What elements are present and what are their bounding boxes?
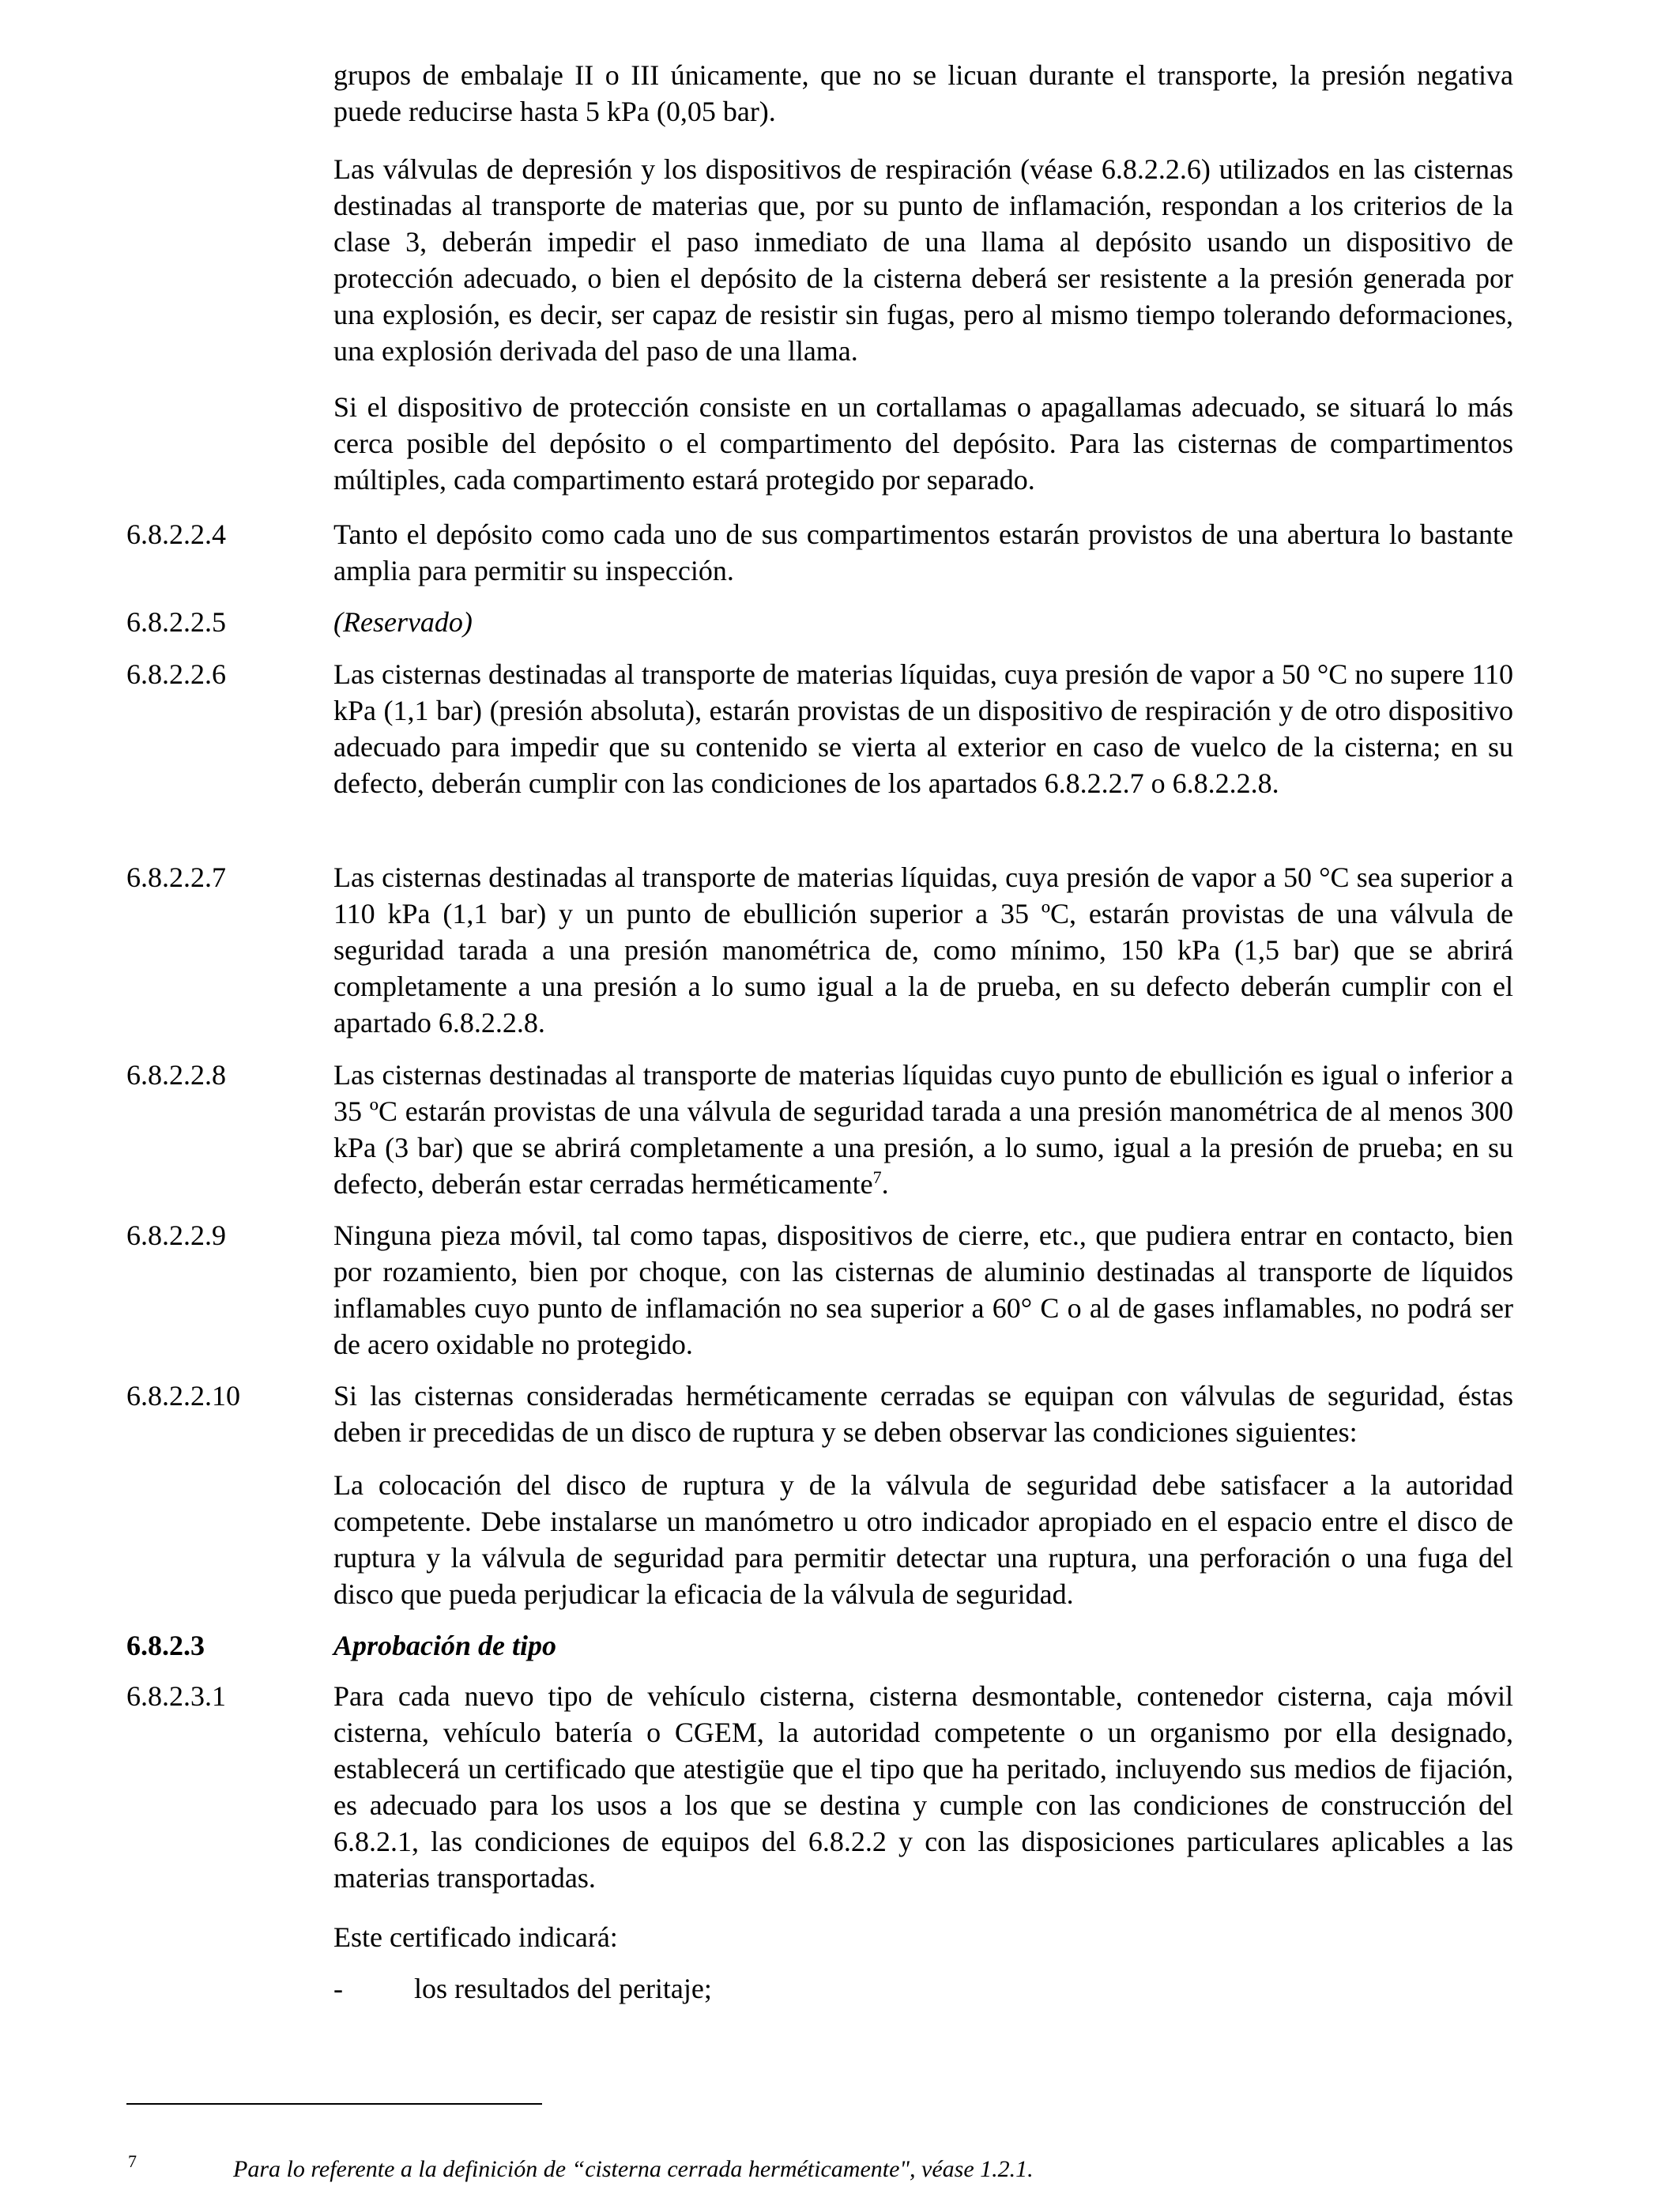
paragraph-flame-arrester: Si el dispositivo de protección consiste en un cortallamas o apagallamas adecuado, se situará lo más cerca posible del depósito o el compartimento del depósito. Para las cisternas de compartimentos múltiples, cada compartimento estará protegido por separado. bbox=[333, 391, 1513, 496]
footnote-number: 7 bbox=[128, 2151, 137, 2171]
section-number-6-8-2-2-10: 6.8.2.2.10 bbox=[126, 1380, 240, 1412]
section-text-6-8-2-3-1: Para cada nuevo tipo de vehículo cisterna, cisterna desmontable, contenedor cisterna, caja móvil cisterna, vehículo batería o CGEM, la autoridad competente o un organismo por ella designado, establecerá un certificado que atestigüe que el tipo que ha peritado, incluyendo sus medios de fijación, es adecuado para los usos a los que se destina y cumple con las condiciones de construcción del 6.8.2.1, las condiciones de equipos del 6.8.2.2 y con las disposiciones particulares aplicables a las materias transportadas. bbox=[333, 1680, 1513, 1894]
section-number-6-8-2-2-9: 6.8.2.2.9 bbox=[126, 1220, 226, 1251]
list-bullet-dash: - bbox=[333, 1973, 343, 2004]
section-text-6-8-2-2-5: (Reservado) bbox=[333, 606, 473, 638]
section-number-6-8-2-2-4: 6.8.2.2.4 bbox=[126, 518, 226, 550]
footnote-reference[interactable]: 7 bbox=[872, 1167, 882, 1187]
section-text-6-8-2-2-7: Las cisternas destinadas al transporte de materias líquidas, cuya presión de vapor a 50 °C sea superior a 110 kPa (1,1 bar) y un punto de ebullición superior a 35 ºC, estarán provistas de una válvula de seguridad tarada a una presión manométrica de, como mínimo, 150 kPa (1,5 bar) que se abrirá completamente a una presión a lo sumo igual a la de prueba, en su defecto deberán cumplir con el apartado 6.8.2.2.8. bbox=[333, 861, 1513, 1039]
section-text-6-8-2-2-4: Tanto el depósito como cada uno de sus compartimentos estarán provistos de una abertura lo bastante amplia para permitir su inspección. bbox=[333, 518, 1513, 586]
section-number-6-8-2-2-7: 6.8.2.2.7 bbox=[126, 861, 226, 893]
section-text-6-8-2-2-8 bbox=[333, 1057, 1513, 1202]
section-heading-type-approval: Aprobación de tipo bbox=[333, 1630, 557, 1661]
section-text-6-8-2-2-6: Las cisternas destinadas al transporte de materias líquidas, cuya presión de vapor a 50 °C no supere 110 kPa (1,1 bar) (presión absoluta), estarán provistas de un dispositivo de respiración y de otro dispositivo adecuado para impedir que su contenido se vierta al exterior en caso de vuelco de la cisterna; en su defecto, deberán cumplir con las condiciones de los apartados 6.8.2.2.7 o 6.8.2.2.8. bbox=[333, 658, 1513, 799]
footnote-separator bbox=[126, 2103, 542, 2105]
paragraph-certificate-intro: Este certificado indicará: bbox=[333, 1921, 618, 1953]
footnote-text: Para lo referente a la definición de “cisterna cerrada herméticamente", véase 1.2.1. bbox=[233, 2156, 1034, 2182]
section-text-6-8-2-2-9: Ninguna pieza móvil, tal como tapas, dispositivos de cierre, etc., que pudiera entrar en contacto, bien por rozamiento, bien por choque, con las cisternas de aluminio destinadas al transporte de líquidos inflamables cuyo punto de inflamación no sea superior a 60° C o al de gases inflamables, no podrá ser de acero oxidable no protegido. bbox=[333, 1220, 1513, 1360]
paragraph-negative-pressure: grupos de embalaje II o III únicamente, que no se licuan durante el transporte, la presión negativa puede reducirse hasta 5 kPa (0,05 bar). bbox=[333, 59, 1513, 127]
section-number-6-8-2-3-1: 6.8.2.3.1 bbox=[126, 1680, 226, 1712]
section-text-6-8-2-2-10: Si las cisternas consideradas herméticamente cerradas se equipan con válvulas de seguridad, éstas deben ir precedidas de un disco de ruptura y se deben observar las condiciones siguientes: bbox=[333, 1380, 1513, 1448]
section-number-6-8-2-3: 6.8.2.3 bbox=[126, 1630, 205, 1661]
paragraph-depression-valves: Las válvulas de depresión y los dispositivos de respiración (véase 6.8.2.2.6) utilizados en las cisternas destinadas al transporte de materias que, por su punto de inflamación, respondan a los criterios de la clase 3, deberán impedir el paso inmediato de una llama al depósito usando un dispositivo de protección adecuado, o bien el depósito de la cisterna deberá ser resistente a la presión generada por una explosión, es decir, ser capaz de resistir sin fugas, pero al mismo tiempo tolerando deformaciones, una explosión derivada del paso de una llama. bbox=[333, 153, 1513, 367]
section-number-6-8-2-2-6: 6.8.2.2.6 bbox=[126, 658, 226, 690]
paragraph-rupture-disc: La colocación del disco de ruptura y de la válvula de seguridad debe satisfacer a la autoridad competente. Debe instalarse un manómetro u otro indicador apropiado en el espacio entre el disco de ruptura y la válvula de seguridad para permitir detectar una ruptura, una perforación o una fuga del disco que pueda perjudicar la eficacia de la válvula de seguridad. bbox=[333, 1469, 1513, 1610]
section-text-6-8-2-2-8-tail: . bbox=[881, 1168, 889, 1200]
section-number-6-8-2-2-8: 6.8.2.2.8 bbox=[126, 1059, 226, 1091]
section-text-6-8-2-2-8-body: Las cisternas destinadas al transporte de materias líquidas cuyo punto de ebullición es igual o inferior a 35 ºC estarán provistas de una válvula de seguridad tarada a una presión manométrica de al menos 300 kPa (3 bar) que se abrirá completamente a una presión, a lo sumo, igual a la presión de prueba; en su defecto, deberán estar cerradas herméticamente bbox=[333, 1059, 1513, 1200]
list-item: los resultados del peritaje; bbox=[414, 1973, 712, 2004]
section-number-6-8-2-2-5: 6.8.2.2.5 bbox=[126, 606, 226, 638]
